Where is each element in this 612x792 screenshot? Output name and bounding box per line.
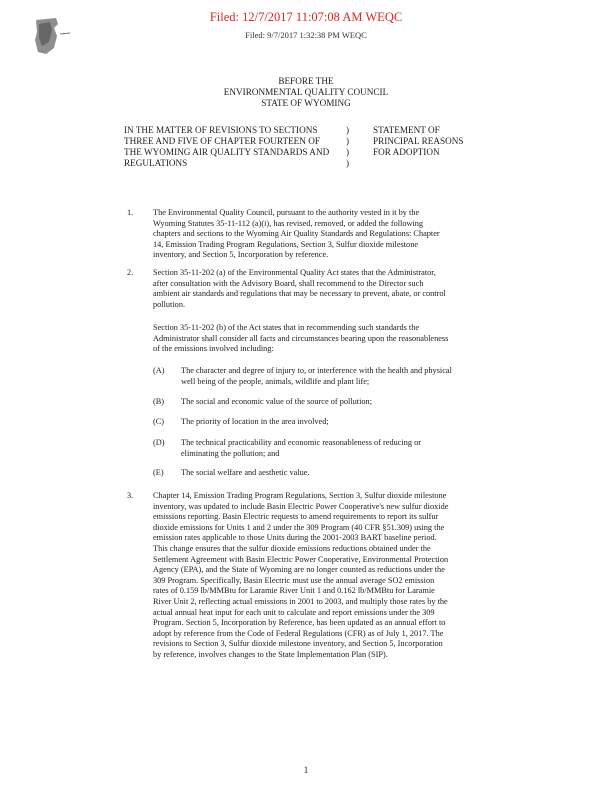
scan-mark-icon [30,14,74,60]
text-line: This change ensures that the sulfur dioxide emissions reductions obtained under the [153,543,431,553]
text-line: rates of 0.159 lb/MMBtu for Laramie River Unit 1 and 0.162 lb/MMBtu for Laramie [153,586,435,596]
item-3-text [153,491,448,661]
text-line: well being of the people, animals, wildlife and plant life; [181,376,370,386]
item-number: 2. [127,268,134,277]
text-line: inventory, was updated to include Basin Electric Power Cooperative's new sulfur dioxide [153,501,449,511]
text-line: emission rates applicable to those Units during the 2001-2003 BART baseline period. [153,533,437,543]
text-line: Wyoming Statutes 35-11-112 (a)(i), has revised, removed, or added the following [153,218,424,228]
text-line: adopt by reference from the Code of Federal Regulations (CFR) as of July 1, 2017. The [153,628,444,638]
caption-bracket: ) [346,158,350,168]
subitem-label: (B) [153,397,165,406]
text-line: River Unit 2, reflecting actual emissions in 2001 to 2003, and multiply those rates by the [153,596,448,606]
heading-line: STATE OF WYOMING [261,98,351,108]
caption-title [373,125,523,158]
filed-stamp: Filed: 12/7/2017 11:07:08 AM WEQC [209,10,403,24]
caption-title-line: STATEMENT OF [373,125,440,135]
caption-line: REGULATIONS [124,158,188,168]
subitem-b-text [181,397,372,408]
text-line: of the emissions involved including: [153,344,274,354]
caption-bracket: ) [346,147,350,157]
text-line: Agency (EPA), and the State of Wyoming are no longer counted as reductions under the [153,565,445,575]
item-2-paragraph-2 [153,323,448,355]
caption-line: THE WYOMING AIR QUALITY STANDARDS AND [124,147,330,157]
text-line: ambient air standards and regulations that may be necessary to prevent, abate, or control [153,289,446,299]
caption-bracket: ) [346,136,350,146]
text-line: dioxide emissions for Units 1 and 2 under the 309 Program (40 CFR §51.309) using the [153,522,445,532]
text-line: Chapter 14, Emission Trading Program Regulations, Section 3, Sulfur dioxide milestone [153,491,447,500]
text-line: chapters and sections to the Wyoming Air Quality Standards and Regulations: Chapter [153,229,440,239]
subitem-e-text [181,468,310,479]
text-line: pollution. [153,299,186,309]
text-line: Section 35-11-202 (a) of the Environmental Quality Act states that the Administrator, [153,268,436,277]
text-line: The social and economic value of the source of pollution; [181,397,372,406]
text-line: by reference, involves changes to the State Implementation Plan (SIP). [153,649,388,659]
subitem-label: (D) [153,438,165,447]
text-line: The character and degree of injury to, or interference with the health and physical [181,366,452,375]
item-number: 3. [127,491,134,500]
caption-matter [124,125,344,169]
caption-brackets [346,125,356,169]
subitem-d-text [181,438,421,459]
text-line: Administrator shall consider all facts and circumstances bearing upon the reasonableness [153,333,449,343]
filed-original-stamp: Filed: 9/7/2017 1:32:38 PM WEQC [245,30,367,40]
caption-line: THREE AND FIVE OF CHAPTER FOURTEEN OF [124,136,320,146]
heading-line: ENVIRONMENTAL QUALITY COUNCIL [223,87,389,97]
text-line: The social welfare and aesthetic value. [181,468,310,477]
text-line: revisions to Section 3, Sulfur dioxide milestone inventory, and Section 5, Incorporation [153,639,443,649]
caption-bracket: ) [346,125,350,135]
document-heading [0,76,612,109]
text-line: after consultation with the Advisory Board, shall recommend to the Director such [153,278,424,288]
subitem-label: (C) [153,417,165,426]
text-line: The Environmental Quality Council, pursuant to the authority vested in it by the [153,208,420,217]
subitem-label: (A) [153,366,165,375]
item-1-text [153,208,440,261]
item-2-text [153,268,446,310]
text-line: The priority of location in the area involved; [181,417,329,426]
heading-line: BEFORE THE [278,76,334,86]
text-line: 309 Program. Specifically, Basin Electric must use the annual average SO2 emission [153,575,435,585]
subitem-c-text [181,417,329,428]
caption-title-line: PRINCIPAL REASONS [373,136,464,146]
text-line: inventory, and Section 5, Incorporation by reference. [153,250,329,260]
subitem-a-text [181,366,452,387]
text-line: 14, Emission Trading Program Regulations, Section 3, Sulfur dioxide milestone [153,239,419,249]
text-line: The technical practicability and economic reasonableness of reducing or [181,438,422,447]
text-line: Program. Section 5, Incorporation by Reference, has been updated as an annual effort to [153,618,446,628]
text-line: Section 35-11-202 (b) of the Act states that in recommending such standards the [153,323,420,332]
caption-title-line: FOR ADOPTION [373,147,440,157]
text-line: actual annual heat input for each unit to calculate and report emissions under the 309 [153,607,435,617]
subitem-label: (E) [153,468,164,477]
text-line: eliminating the pollution; and [181,448,280,458]
text-line: Settlement Agreement with Basin Electric Power Cooperative, Environmental Protection [153,554,449,564]
page-number: 1 [303,765,309,775]
item-number: 1. [127,208,134,217]
text-line: emissions reporting. Basin Electric requests to amend requirements to report its sulfur [153,512,439,522]
caption-line: IN THE MATTER OF REVISIONS TO SECTIONS [124,125,318,135]
